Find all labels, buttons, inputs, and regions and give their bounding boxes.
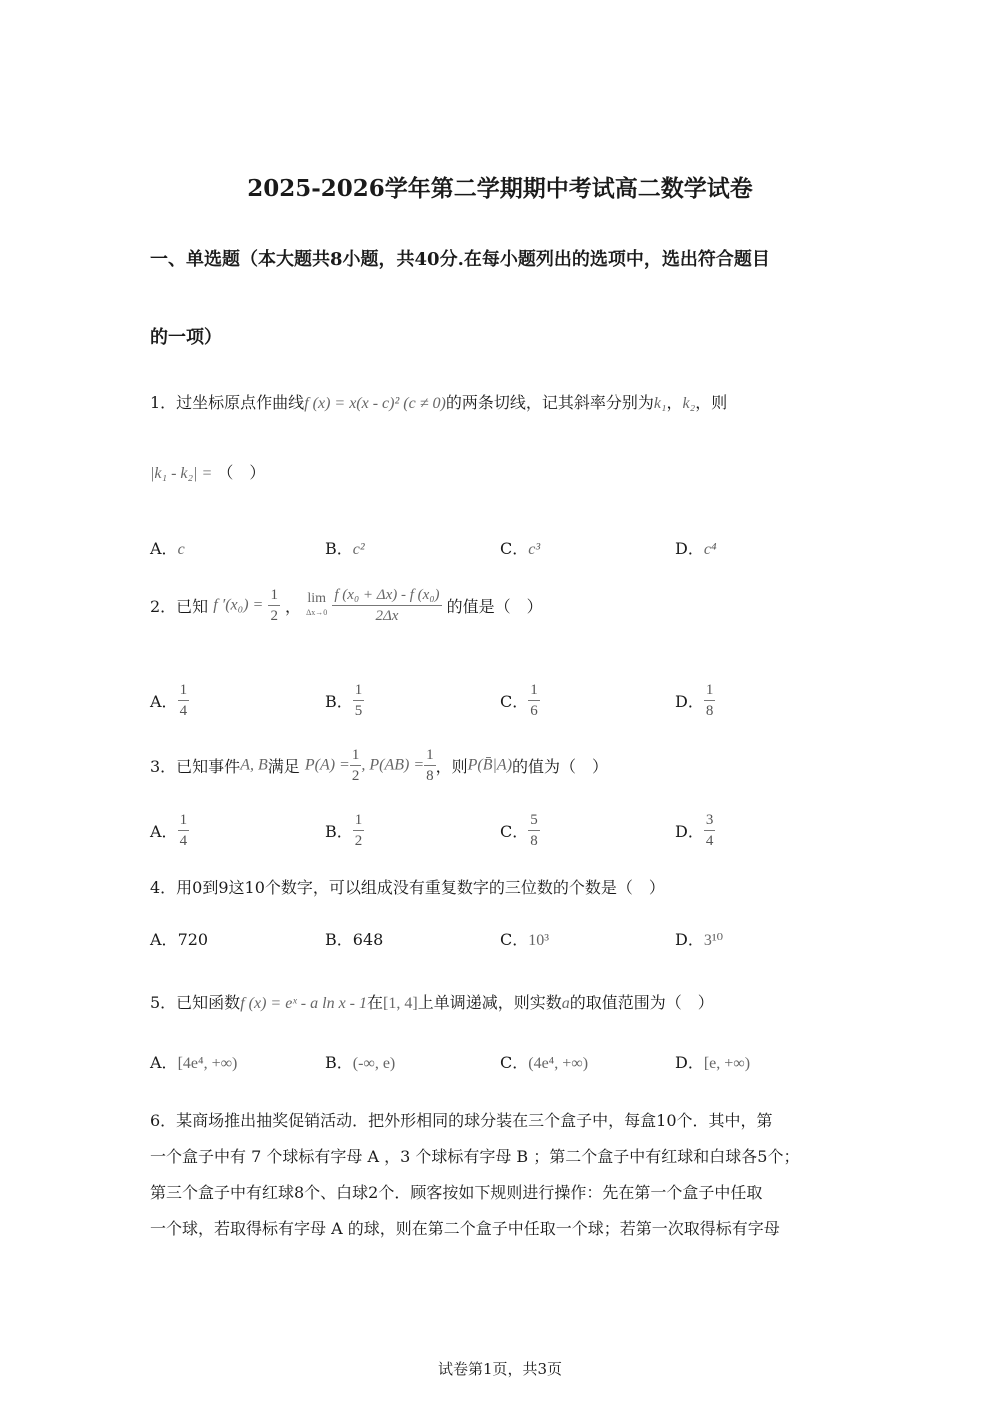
option-label: C．	[500, 930, 529, 949]
q2-option-b[interactable]	[325, 680, 364, 721]
denominator: 6	[530, 703, 538, 719]
option-value: 720	[177, 930, 209, 949]
numerator: 3	[704, 810, 716, 831]
numerator: 1	[178, 680, 190, 701]
option-value: 3¹⁰	[703, 932, 724, 949]
q5-interval: [1, 4]	[383, 995, 418, 1012]
page-footer: 试卷第1页，共3页	[437, 1360, 563, 1378]
option-fraction	[178, 680, 190, 721]
q5-option-d[interactable]	[675, 1050, 750, 1073]
section-heading-line2: 的一项）	[150, 327, 222, 348]
option-fraction	[704, 680, 716, 721]
q3-end: 的值为（ ）	[512, 757, 609, 776]
option-label: D．	[675, 822, 704, 841]
q6-line: 6．某商场推出抽奖促销活动．把外形相同的球分装在三个盒子中，每盒10个．其中，第	[150, 1111, 773, 1130]
q2-half-fraction	[268, 585, 280, 626]
q3-prefix: 3．已知事件	[150, 757, 241, 776]
q3-option-b[interactable]	[325, 810, 364, 851]
question-4: 4．用0到9这10个数字，可以组成没有重复数字的三位数的个数是（ ）	[150, 878, 665, 897]
denominator: 8	[426, 768, 434, 784]
q2-option-a[interactable]	[150, 680, 189, 721]
q1-prefix: 1．过坐标原点作曲线	[150, 393, 305, 412]
q1-k2: k₂	[682, 395, 696, 412]
option-label: B．	[325, 539, 353, 558]
option-label: B．	[325, 692, 353, 711]
q2-end: 的值是（ ）	[446, 597, 543, 616]
option-label: A．	[150, 822, 178, 841]
q3-option-d[interactable]	[675, 810, 715, 851]
option-fraction	[178, 810, 190, 851]
option-label: C．	[500, 822, 529, 841]
option-label: B．	[325, 822, 353, 841]
q2-option-d[interactable]	[675, 680, 715, 721]
option-label: A．	[150, 539, 178, 558]
q3-conditional: P(B̄|A)	[467, 756, 513, 774]
section-heading-line1: 一、单选题（本大题共8小题，共40分.在每小题列出的选项中，选出符合题目	[150, 249, 770, 270]
question-3	[150, 745, 608, 786]
question-1-line2	[150, 460, 265, 483]
q3-mid: 满足	[267, 757, 300, 776]
question-2	[150, 585, 543, 626]
q3-pa-fraction	[350, 745, 362, 786]
option-fraction	[528, 680, 540, 721]
numerator: 1	[178, 810, 190, 831]
q2-limit-fraction	[332, 585, 441, 626]
q1-expression2: |k₁ - k₂| =	[150, 465, 213, 482]
option-label: A．	[150, 930, 178, 949]
q4-option-b[interactable]	[325, 927, 383, 950]
q4-option-d[interactable]	[675, 927, 723, 950]
q5-option-b[interactable]	[325, 1050, 395, 1073]
option-value: c⁴	[703, 541, 717, 558]
q1-sep: ，	[666, 393, 683, 412]
option-label: B．	[325, 1053, 353, 1072]
q1-blank: （ ）	[217, 463, 266, 482]
q4-option-a[interactable]	[150, 927, 208, 950]
option-value: c	[177, 541, 185, 558]
q5-expression: f (x) = eˣ - a ln x - 1	[240, 995, 368, 1012]
numerator: 1	[350, 745, 362, 766]
q2-derivative: f ′(x₀) =	[213, 596, 264, 614]
q1-option-b[interactable]	[325, 536, 365, 559]
q2-prefix: 2．已知	[150, 597, 209, 616]
q1-option-a[interactable]	[150, 536, 185, 559]
option-value: c³	[528, 541, 541, 558]
q1-k1: k₁	[653, 395, 667, 412]
denominator: 8	[705, 703, 714, 719]
option-value: 648	[352, 930, 384, 949]
q5-mid2: 上单调递减，则实数	[417, 993, 562, 1012]
q3-pab-fraction	[424, 745, 436, 786]
option-value: (4e⁴, +∞)	[528, 1055, 589, 1072]
denominator: 4	[179, 833, 188, 849]
numerator: 5	[528, 810, 540, 831]
q2-comma: ，	[285, 597, 302, 616]
q1-end: ，则	[695, 393, 728, 412]
numerator: 1	[704, 680, 716, 701]
option-label: D．	[675, 539, 704, 558]
numerator: 1	[353, 680, 365, 701]
q5-prefix: 5．已知函数	[150, 993, 241, 1012]
denominator: 4	[179, 703, 188, 719]
numerator: 1	[268, 585, 280, 606]
question-1-line1	[150, 390, 727, 413]
numerator: 1	[424, 745, 436, 766]
q5-mid: 在	[367, 993, 384, 1012]
q2-option-c[interactable]	[500, 680, 540, 721]
q3-option-a[interactable]	[150, 810, 189, 851]
question-6	[150, 1103, 850, 1247]
q3-events: A, B	[240, 756, 268, 774]
option-fraction	[353, 810, 365, 851]
numerator: 1	[353, 810, 365, 831]
denominator: 2	[270, 608, 278, 624]
option-value: c²	[352, 541, 365, 558]
option-value: [e, +∞)	[703, 1055, 751, 1072]
q5-option-a[interactable]	[150, 1050, 237, 1073]
numerator: f (x₀ + Δx) - f (x₀)	[332, 585, 441, 606]
q1-mid: 的两条切线，记其斜率分别为	[445, 393, 654, 412]
option-value: [4e⁴, +∞)	[177, 1055, 238, 1072]
q3-option-c[interactable]	[500, 810, 540, 851]
option-label: C．	[500, 1053, 529, 1072]
q6-line: 第三个盒子中有红球8个、白球2个．顾客按如下规则进行操作：先在第一个盒子中任取	[150, 1183, 763, 1202]
q6-line: 一个盒子中有 7 个球标有字母 A ，3 个球标有字母 B ；第二个盒子中有红球和白球各5个；	[150, 1147, 800, 1166]
option-fraction	[704, 810, 716, 851]
q2-limit	[306, 592, 327, 620]
denominator: 2	[354, 833, 363, 849]
q1-option-d[interactable]	[675, 536, 717, 559]
option-label: C．	[500, 692, 529, 711]
q4-option-c[interactable]	[500, 927, 549, 950]
q1-expression: f (x) = x(x - c)² (c ≠ 0)	[304, 395, 446, 412]
q3-pa: P(A) =	[304, 756, 350, 774]
q3-then: ，则	[435, 757, 468, 776]
q5-option-c[interactable]	[500, 1050, 588, 1073]
option-fraction	[528, 810, 540, 851]
denominator: 2	[351, 768, 360, 784]
q6-line: 一个球，若取得标有字母 A 的球，则在第二个盒子中任取一个球；若第一次取得标有字母	[150, 1219, 780, 1238]
page-title: 2025-2026学年第二学期期中考试高二数学试卷	[247, 175, 753, 202]
lim-subscript: Δx→0	[306, 607, 328, 617]
q5-end: 的取值范围为（ ）	[569, 993, 714, 1012]
denominator: 8	[530, 833, 538, 849]
option-label: D．	[675, 930, 704, 949]
option-label: A．	[150, 1053, 178, 1072]
denominator: 4	[705, 833, 714, 849]
option-fraction	[353, 680, 365, 721]
option-label: B．	[325, 930, 353, 949]
option-label: D．	[675, 1053, 704, 1072]
option-value: 10³	[528, 932, 550, 949]
q3-pab: , P(AB) =	[361, 756, 425, 774]
option-label: D．	[675, 692, 704, 711]
denominator: 2Δx	[375, 608, 399, 624]
lim-word: lim	[307, 590, 327, 606]
question-5	[150, 990, 714, 1013]
option-label: A．	[150, 692, 178, 711]
denominator: 5	[354, 703, 363, 719]
q1-option-c[interactable]	[500, 536, 540, 559]
q5-param-a: a	[561, 995, 570, 1012]
numerator: 1	[528, 680, 540, 701]
option-label: C．	[500, 539, 529, 558]
option-value: (-∞, e)	[352, 1055, 396, 1072]
